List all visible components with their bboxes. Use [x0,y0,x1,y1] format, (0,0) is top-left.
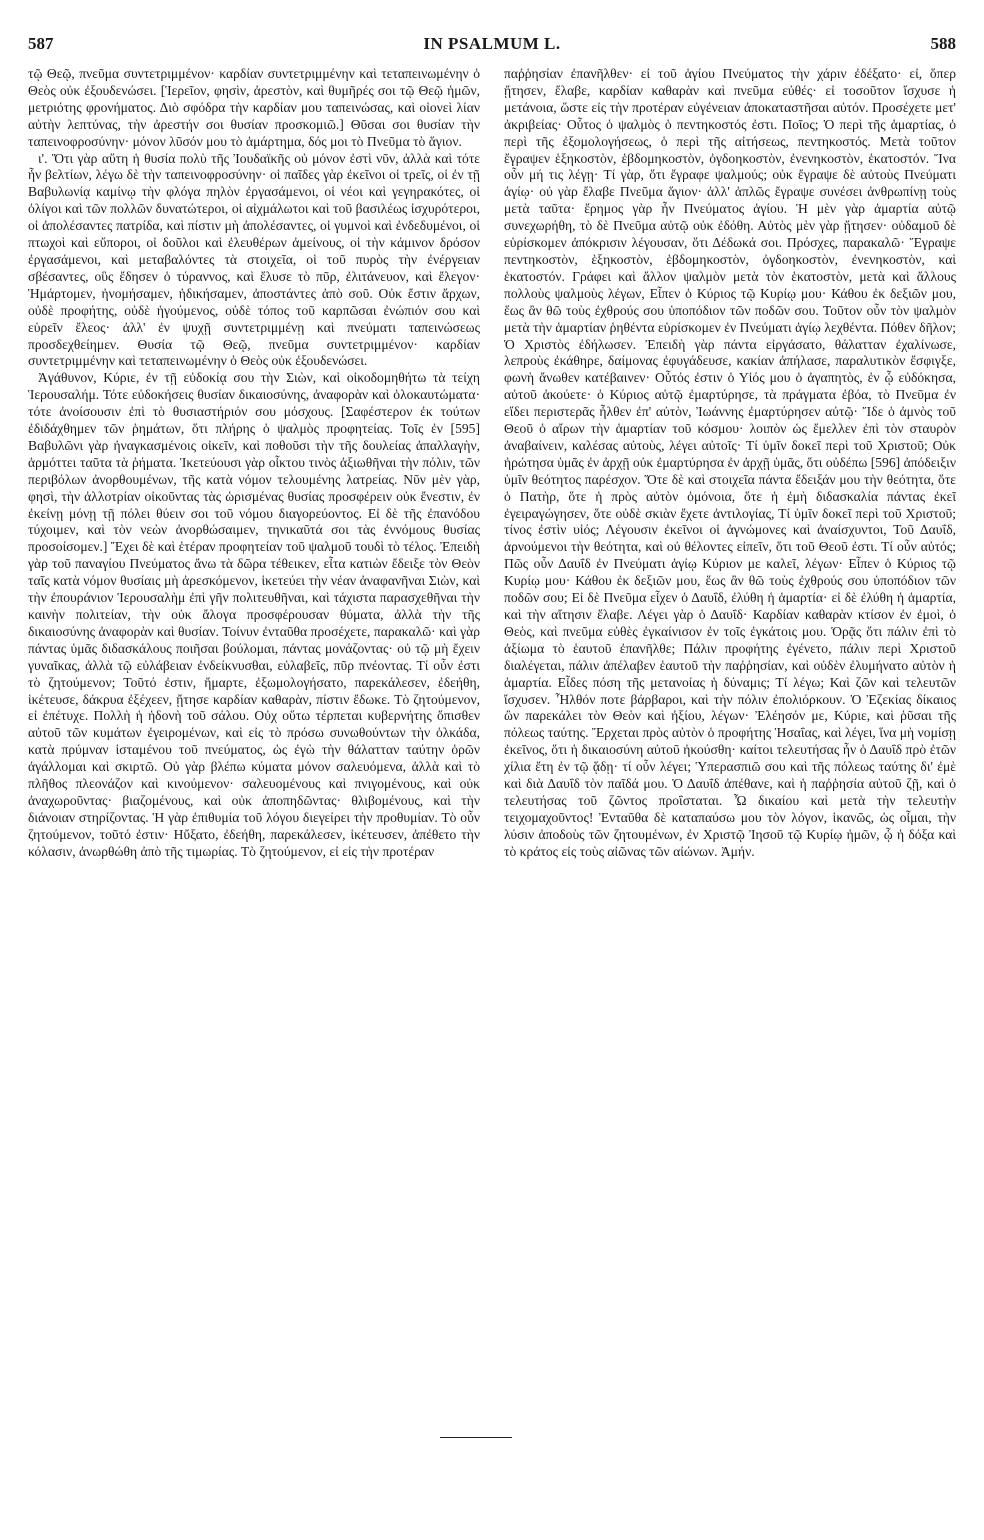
page-number-right: 588 [930,34,956,53]
left-paragraph-1: τῷ Θεῷ, πνεῦμα συντετριμμένον· καρδίαν συντετριμμένην καὶ τεταπεινωμένην ὁ Θεὸς οὐκ ἐξουδενώσει. [Ἱερεῖον, φησὶν, ἀρεστὸν, καὶ θυμῆρές σοι τῷ Θεῷ ἡμῶν, μετριότης φρονήματος. Διὸ σφόδρα τὴν καρδίαν μου ταπεινώσας, καὶ οἱονεὶ λίαν αὐτὴν λεπτύνας, τὴν ἀρεστήν σοι θυσίαν προσκομιῶ.] Θῦσαι σοι θυσίαν τὴν ταπεινοφροσύνην· μόνον λῦσόν μου τὸ ἁμάρτημα, δός μοι τὸ Πνεῦμα τὸ ἅγιον. [28,66,480,149]
left-paragraph-3: Ἀγάθυνον, Κύριε, ἐν τῇ εὐδοκίᾳ σου τὴν Σιὼν, καὶ οἰκοδομηθήτω τὰ τείχη Ἱερουσαλήμ. Τότε εὐδοκήσεις θυσίαν δικαιοσύνης, ἀναφορὰν καὶ ὁλοκαυτώματα· τότε ἀνοίσουσιν ἐπὶ τὸ θυσιαστήριόν σου μόσχους. [Σαφέστερον ἐκ τούτων ἐδιδάχθημεν τῶν ῥημάτων, ὅτι πλήρης ὁ ψαλμὸς προφητείας. Τοῖς ἐν [595] Βαβυλῶνι γὰρ ἠναγκασμένοις οἰκεῖν, καὶ ποθοῦσι τὴν τῆς δουλείας ἀπαλλαγὴν, ἁρμόττει ταῦτα τὰ ῥήματα. Ἱκετεύουσι γὰρ οἶκτου τινὸς ἀξιωθῆναι τὴν πόλιν, τῶν περιβόλων ἀνορθουμένων, τῆς κατὰ νόμον τελουμένης λατρείας. Νῦν μὲν γὰρ, φησὶ, τὴν ἀλλοτρίαν οἰκοῦντας τὰς ὡρισμένας θυσίας προσφέρειν οὐκ ἔνεστιν, ἐν ἐκείνῃ μόνῃ τῇ πόλει θύειν σοι τοῦ νόμου διαγορεύοντος. Εἰ δὲ τῆς ἐπανόδου τύχοιμεν, καὶ τὸν νεὼν ἀνορθώσαιμεν, τηνικαῦτά σοι τὰς ἐννόμους θυσίας προσοίσομεν.] Ἔχει δὲ καὶ ἑτέραν προφητείαν τοῦ ψαλμοῦ τουδὶ τὸ τέλος. Ἐπειδὴ γὰρ τοῦ παναγίου Πνεύματος ἄνω τὰ δῶρα τέθεικεν, εἶτα κατιὼν ἔδειξε τὸν Θεὸν ταῖς κατὰ νόμον θυσίαις μὴ ἀρεσκόμενον, ἱκετεύει τὴν νέαν ἀναφανῆναι Σιὼν, καὶ τὴν ἐπουράνιον Ἱερουσαλὴμ ἐπὶ γῆν πολιτευθῆναι, καὶ τάχιστα παρασχεθῆναι τὴν καινὴν πολιτείαν, τὴν οὐκ ἄλογα προσφέρουσαν θύματα, ἀλλὰ τὴν τῆς δικαιοσύνης ἀναφορὰν καὶ θυσίαν. Τοίνυν ἐνταῦθα προσέχετε, παρακαλῶ· καὶ γὰρ πάντας ὑμᾶς διδασκάλους ποιῆσαι βούλομαι, πάντας μονάζοντας· οὐ τῷ μὴ ἔχειν γυναῖκας, ἀλλὰ τῷ εὐλάβειαν ἐνδείκνυσθαι, εὐλαβεῖς, πῦρ πνέοντας. Τί οὖν ἐστι τὸ ζητούμενον; Τοῦτό ἐστιν, ἥμαρτε, ἐξωμολογήσατο, παρεκάλεσεν, ἐδεήθη, ἱκέτευσε, δάκρυα ἐξέχεεν, ᾔτησε καρδίαν καθαρὰν, πίστιν ἔδωκε. Τὸ ζητούμενον, εἰ ἐπέτυχε. Πολλὴ ἡ ἡδονὴ τοῦ σάλου. Οὐχ οὕτω τέρπεται κυβερνήτης ὄπισθεν αὐτοῦ τῶν κυμάτων ἐγειρομένων, καὶ εἰς τὸ πρόσω συνωθούντων τὴν ὁλκάδα, κατὰ πρύμναν ἱσταμένου τοῦ πνεύματος, ὡς ἐγὼ τὴν θάλατταν ταύτην ὁρῶν ἀγάλλομαι καὶ σκιρτῶ. Οὐ γὰρ βλέπω κύματα μόνον σαλευόμενα, ἀλλὰ καὶ τὸ πλῆθος πλεονάζον καὶ κινούμενον· σαλευομένους καὶ πνιγομένους, καὶ οὐκ ἀναχωροῦντας· βιαζομένους, καὶ οὐκ ἀποπηδῶντας· θλιβομένους, καὶ τὴν διάνοιαν στηρίζοντας. Ἡ γὰρ ἐπιθυμία τοῦ λόγου διεγείρει τὴν προθυμίαν. Τὸ οὖν ζητούμενον, τοῦτό ἐστιν· Ηὔξατο, ἐδεήθη, παρεκάλεσεν, ἱκέτευσεν, ἀπέθετο τὴν κόλασιν, ἀνωρθώθη ἀπὸ τῆς τιμωρίας. Τὸ ζητούμενον, εἰ εἰς τὴν προτέραν [28,370,480,859]
right-column [504,66,956,1406]
page-header [28,34,956,58]
left-column [28,66,480,1406]
bottom-rule [440,1437,512,1438]
left-paragraph-2: ι'. Ὅτι γὰρ αὕτη ἡ θυσία πολὺ τῆς Ἰουδαϊκῆς οὐ μόνον ἐστὶ νῦν, ἀλλὰ καὶ τότε ἦν βελτίων, λέγω δὲ τὴν ταπεινοφροσύνην· οἱ παῖδες γὰρ ἐκεῖνοι οἱ τρεῖς, οἱ ἐν τῇ Βαβυλωνίᾳ καμίνῳ τὴν φλόγα πηλὸν ἐργασάμενοι, οἱ νέοι καὶ γεγηρακότες, οἱ ὀλίγοι καὶ τῶν πολλῶν δυνατώτεροι, οἱ αἰχμάλωτοι καὶ τοῦ βασιλέως ἰσχυρότεροι, οἱ ἀπολέσαντες πατρίδα, καὶ πίστιν μὴ ἀπολέσαντες, οἱ γυμνοὶ καὶ ἐνδεδυμένοι, οἱ πτωχοὶ καὶ εὔποροι, οἱ δοῦλοι καὶ ἐλευθέρων ἀμείνους, οἱ τὴν κάμινον δρόσον ἐργασάμενοι, καὶ μεταβαλόντες τὰ στοιχεῖα, οἱ τοῦ πυρὸς τὴν ἐνέργειαν σβέσαντες, οὓς ἔδησεν ὁ τύραννος, καὶ ἔλυσε τὸ πῦρ, ἐλιτάνευον, καὶ ἔλεγον· Ἡμάρτομεν, ἠνομήσαμεν, ἠδικήσαμεν, ἀποστάντες ἀπὸ σοῦ. Οὐκ ἔστιν ἄρχων, οὐδὲ προφήτης, οὐδὲ ἡγούμενος, οὐδὲ τόπος τοῦ καρπῶσαι ἐνώπιόν σου καὶ εὑρεῖν ἔλεος· ἀλλ' ἐν ψυχῇ συντετριμμένῃ καὶ πνεύματι ταπεινώσεως προσδεχθείημεν. Θυσία τῷ Θεῷ, πνεῦμα συντετριμμένον· καρδίαν συντετριμμένην καὶ τεταπεινωμένην ὁ Θεὸς οὐκ ἐξουδενώσει. [28,150,480,369]
right-paragraph-1: παῤῥησίαν ἐπανῆλθεν· εἰ τοῦ ἁγίου Πνεύματος τὴν χάριν ἐδέξατο· εἰ, ὅπερ ᾔτησεν, ἔλαβε, καρδίαν καθαρὰν καὶ πνεῦμα εὐθές· εἰ τοσοῦτον ἴσχυσε ἡ μετάνοια, ὥστε εἰς τὴν προτέραν εὐγένειαν ἀποκαταστῆσαι αὐτόν. Προσέχετε μετ' ἀκριβείας· Οὗτος ὁ ψαλμὸς ὁ πεντηκοστός ἐστι. Ποῖος; Ὁ περὶ τῆς ἁμαρτίας, ὁ περὶ τῆς ἐξομολογήσεως, ὁ περὶ τῆς αἰτήσεως, πεντηκοστός. Μετὰ τοῦτον ἔγραψεν ἑξηκοστὸν, ἑβδομηκοστὸν, ὀγδοηκοστὸν, ἐνενηκοστὸν, ἑκατοστόν. Ἵνα οὖν μή τις λέγῃ· Τί γὰρ, ὅτι ἔγραφε ψαλμούς; οὐκ ἔγραψε δὲ αὐτοὺς Πνεύματι ἁγίῳ· οὐ γὰρ ἔλαβε Πνεῦμα ἅγιον· ἀλλ' ἁπλῶς ἔγραψε συνέσει ἀνθρωπίνῃ τοὺς μετὰ ταῦτα· ἔρημος γὰρ ἦν Πνεύματος ἁγίου. Ἡ μὲν γὰρ ἁμαρτία αὐτῷ συνεχωρήθη, τὸ δὲ Πνεῦμα αὐτῷ οὐκ ἐδόθη. Αὐτὸς μὲν γὰρ ᾔτησεν· οὐδαμοῦ δὲ εὑρίσκομεν ἀπόκρισιν λέγουσαν, ὅτι Δέδωκά σοι. Πρόσχες, παρακαλῶ· Ἔγραψε πεντηκοστὸν, ἑξηκοστὸν, ἑβδομηκοστὸν, ὀγδοηκοστὸν, ἐνενηκοστὸν, καὶ ἑκατοστόν. Γράφει καὶ ἄλλον ψαλμὸν μετὰ τὸν ἑκατοστὸν, μετὰ καὶ ἄλλους πολλοὺς ψαλμοὺς λέγων, Εἶπεν ὁ Κύριος τῷ Κυρίῳ μου· Κάθου ἐκ δεξιῶν μου, ἕως ἂν θῶ τοὺς ἐχθρούς σου ὑποπόδιον τῶν ποδῶν σου. Τοῦτον οὖν τὸν ψαλμὸν μετὰ τὴν ἁμαρτίαν ῥηθέντα εὑρίσκομεν ἐν Πνεύματι ἁγίῳ λεχθέντα. Πόθεν δῆλον; Ὁ Χριστὸς ἐδήλωσεν. Ἐπειδὴ γὰρ πάντα εἰργάσατο, θάλατταν ἐχαλίνωσε, λεπροὺς ἐκάθηρε, δαίμονας ἐφυγάδευσε, κακίαν ἀπήλασε, παραλυτικὸν ἔσφιγξε, φωνὴ ἄνωθεν κατέβαινεν· Οὗτός ἐστιν ὁ Υἱός μου ὁ ἀγαπητὸς, ἐν ᾧ εὐδόκησα, αὐτοῦ ἀκούετε· ὁ Κύριος αὐτῷ ἐμαρτύρησε, τὰ πράγματα ἐβόα, τὸ Πνεῦμα ἐν εἴδει περιστερᾶς ἦλθεν ἐπ' αὐτὸν, Ἰωάννης ἐμαρτύρησεν αὐτῷ· Ἴδε ὁ ἀμνὸς τοῦ Θεοῦ ὁ αἴρων τὴν ἁμαρτίαν τοῦ κόσμου· λοιπὸν ὡς ἔμελλεν ἐπὶ τὸν σταυρὸν ἀναβαίνειν, καλέσας αὐτοὺς, λέγει αὐτοῖς· Τί ὑμῖν δοκεῖ περὶ τοῦ Χριστοῦ; Οὐκ ἠρώτησα ὑμᾶς ἐν ἀρχῇ οὐκ ἐμαρτύρησα ἐν ἀρχῇ ὑμᾶς, ὅτι οὐδέπω [596] ἀπόδειξιν ὑμῖν θεότητος παρέσχον. Ὅτε δὲ καὶ στοιχεῖα πάντα ἔδειξάν μου τὴν θεότητα, ὅτε ὁ Πατὴρ, ὅτε ἡ πρὸς αὐτὸν ὁμόνοια, ὅτε ἡ ἐμὴ διδασκαλία πάντας ἐκεῖ ἐγειραγώγησεν, ὅτε οὐδὲ σκιὰν ἔχετε ἀντιλογίας, Τί ὑμῖν δοκεῖ περὶ τοῦ Χριστοῦ; τίνος ἐστὶν υἱός; Λέγουσιν ἐκεῖνοι οἱ ἀγνώμονες καὶ ἀναίσχυντοι, Τοῦ Δαυΐδ, ἀρνούμενοι τὴν θεότητα, καὶ οὐ θέλοντες εἰπεῖν, ὅτι τοῦ Θεοῦ ἐστι. Τί οὖν αὐτός; Πῶς οὖν Δαυΐδ ἐν Πνεύματι ἁγίῳ Κύριον με καλεῖ, λέγων· Εἶπεν ὁ Κύριος τῷ Κυρίῳ μου· Κάθου ἐκ δεξιῶν μου, ἕως ἂν θῶ τοὺς ἐχθρούς σου ὑποπόδιον τῶν ποδῶν σου; Εἰ δὲ Πνεῦμα εἶχεν ὁ Δαυΐδ, ἐλύθη ἡ ἁμαρτία· εἰ δὲ ἐλύθη ἡ ἁμαρτία, καὶ τὴν αἴτησιν ἔλαβε. Λέγει γὰρ ὁ Δαυΐδ· Καρδίαν καθαρὰν κτίσον ἐν ἐμοὶ, ὁ Θεὸς, καὶ πνεῦμα εὐθὲς ἐγκαίνισον ἐν τοῖς ἐγκάτοις μου. Ὁρᾷς ὅτι πάλιν ἐπὶ τὸ ἀξίωμα τὸ ἑαυτοῦ ἐπανῆλθε; Πάλιν προφήτης ἐγένετο, πάλιν περὶ Χριστοῦ διαλέγεται, πάλιν ἀπέλαβεν ἑαυτοῦ τὴν παῤῥησίαν, καὶ οὐδὲν ἐλυμήνατο αὐτὸν ἡ ἁμαρτία. Εἶδες πόση τῆς μετανοίας ἡ δύναμις; Τί λέγω; Καὶ ζῶν καὶ τελευτῶν ἴσχυσεν. Ἦλθόν ποτε βάρβαροι, καὶ τὴν πόλιν ἐπολιόρκουν. Ὁ Ἐζεκίας δίκαιος ὢν παρεκάλει τὸν Θεὸν καὶ ἠξίου, λέγων· Ἐλέησόν με, Κύριε, καὶ ῥῦσαι τῆς πόλεως ταύτης. Ἔρχεται πρὸς αὐτὸν ὁ προφήτης Ἡσαΐας, καὶ λέγει, ἵνα μὴ νομίσῃ ἐκεῖνος, ὅτι ἡ δικαιοσύνη αὐτοῦ ἠκούσθη· καίτοι τελευτήσας ἦν ὁ Δαυΐδ πρὸ ἐτῶν χίλια ἔτη ἐν τῷ ᾅδῃ· τί οὖν λέγει; Ὑπερασπιῶ σου καὶ τῆς πόλεως ταύτης δι' ἐμὲ καὶ διὰ Δαυΐδ τὸν παῖδά μου. Ὁ Δαυΐδ ἀπέθανε, καὶ ἡ παῤῥησία αὐτοῦ ζῇ, καὶ ὁ τελευτήσας τοῦ ζῶντος προΐσταται. Ὦ δικαίου καὶ μετὰ τὴν τελευτὴν τειχομαχοῦντος! Ἐνταῦθα δὲ καταπαύσω μου τὸν λόγον, ἱκανῶς, ὡς οἶμαι, τὴν λύσιν ἀποδοὺς τῶν ζητουμένων, ἐν Χριστῷ Ἰησοῦ τῷ Κυρίῳ ἡμῶν, ᾧ ἡ δόξα καὶ τὸ κράτος εἰς τοὺς αἰῶνας τῶν αἰώνων. Ἀμήν. [504,66,956,859]
running-title: IN PSALMUM L. [423,34,561,53]
page-number-left: 587 [28,34,54,53]
